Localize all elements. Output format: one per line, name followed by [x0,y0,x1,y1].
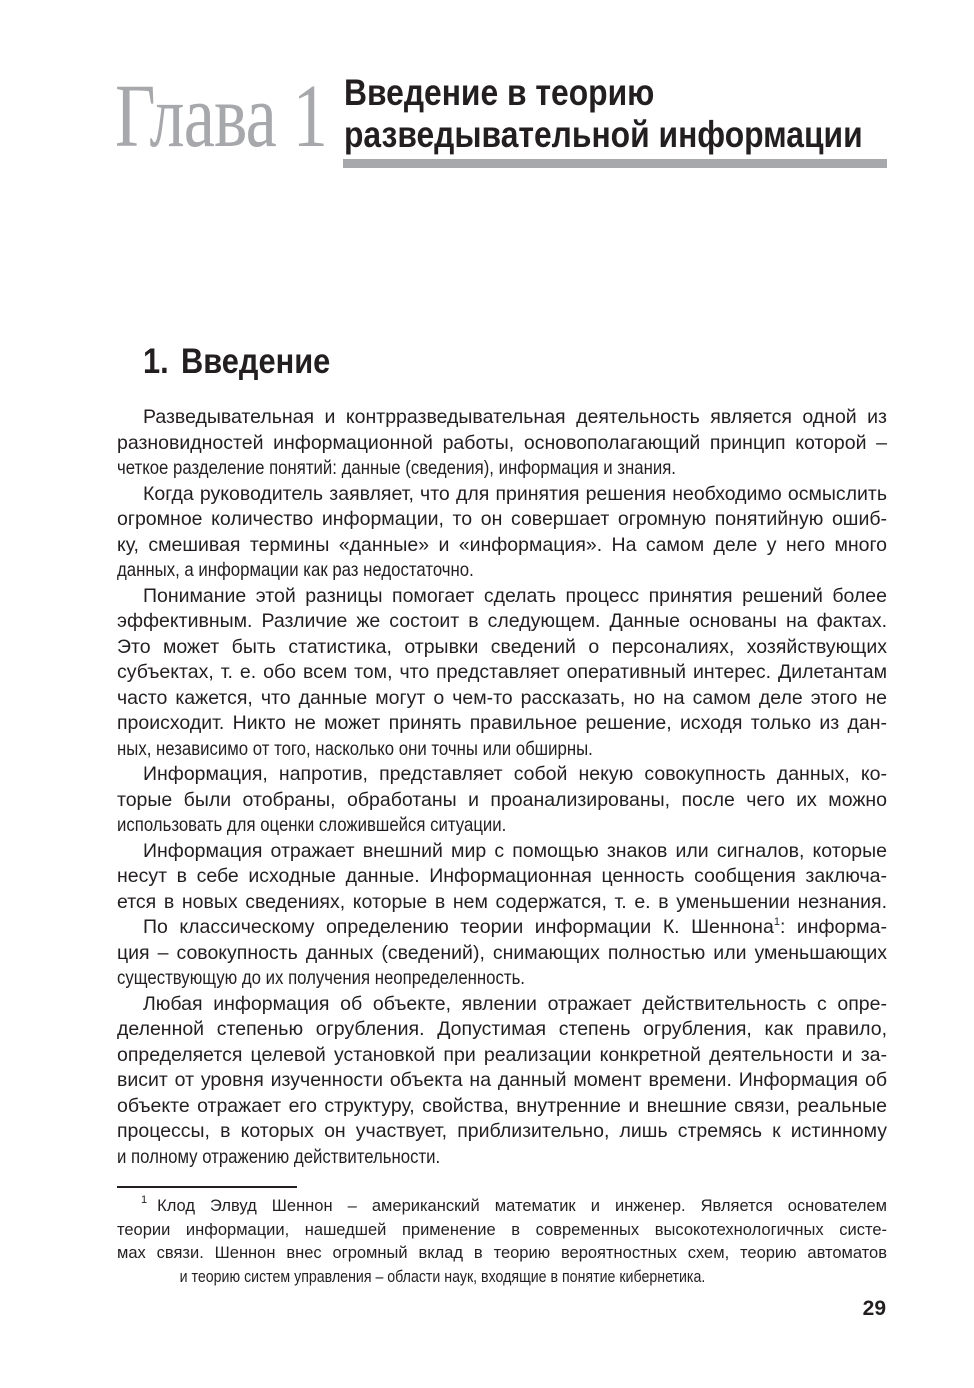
body-line: огромное количество информации, то он совершает огромную понятийную ошиб- [117,508,887,530]
footnote-line: теории информации, нашедшей применение в современных высокотехнологичных систе- [117,1220,887,1239]
chapter-title [344,72,863,156]
body-line: данных, а информации как раз недостаточно. [117,559,474,581]
page-number: 29 [862,1297,886,1320]
body-line: ция – совокупность данных (сведений), снимающих полностью или уменьшающих [117,941,887,964]
section-number: 1. [143,342,169,381]
body-line: несут в себе исходные данные. Информационная ценность сообщения заключа- [117,865,887,887]
body-line: ется в новых сведениях, которые в нем содержатся, т. е. в уменьшении незнания. [117,890,887,913]
body-text [117,405,887,1170]
body-line: объекте отражает его структуру, свойства, внутренние и внешние связи, реальные [117,1094,887,1117]
body-line: торые были отобраны, обработаны и проанализированы, после чего их можно [117,788,887,811]
body-line: ку, смешивая термины «данные» и «информация». На самом деле у него много [117,533,887,556]
body-line: разновидностей информационной работы, основополагающий принцип которой – [117,431,887,454]
section-title: Введение [181,342,331,381]
body-line: Информация, напротив, представляет собой некую совокупность данных, ко- [143,763,887,785]
body-line: Любая информация об объекте, явлении отражает действительность с опре- [143,992,887,1015]
footnote-line: и теорию систем управления – области наук, входящие в понятие кибернетика. [179,1267,706,1286]
footnote-marker: 1 [141,1194,148,1206]
footnote-separator [117,1186,297,1188]
body-line: Когда руководитель заявляет, что для принятия решения необходимо осмыслить [143,482,887,505]
body-line: субъектах, т. е. обо всем том, что представляет оперативный интерес. Дилетантам [117,661,887,683]
body-line: деленной степенью огрубления. Допустимая степень огрубления, как правило, [117,1018,887,1040]
body-line: висит от уровня изученности объекта на данный момент времени. Информация об [117,1069,887,1091]
body-line: ных, независимо от того, насколько они точны или обширны. [117,737,593,760]
body-line: Информация отражает внешний мир с помощью знаков или сигналов, которые [143,839,887,862]
body-line-text: : информа- [779,916,887,938]
body-line: часто кажется, что данные могут о чем-то рассказать, но на самом деле этого не [117,686,887,709]
section-heading [143,340,330,384]
body-line: Это может быть статистика, отрывки сведений о персоналиях, хозяйствующих [117,635,887,658]
footnote-reference[interactable]: 1 [773,916,780,928]
body-line: определяется целевой установкой при реализации конкретной деятельности и за- [117,1043,887,1066]
footnote-text: Клод Элвуд Шеннон – американский математик и инженер. Является основателем [157,1197,887,1215]
body-line: и полному отражению действительности. [117,1145,441,1168]
body-line: Понимание этой разницы помогает сделать процесс принятия решений более [143,584,887,607]
footnotes [117,1195,887,1289]
body-line: четкое разделение понятий: данные (сведения), информация и знания. [117,457,676,479]
body-line: Разведывательная и контрразведывательная деятельность является одной из [143,406,887,428]
body-line: происходит. Никто не может принять правильное решение, исходя только из дан- [117,712,887,734]
body-line: эффективным. Различие же состоит в следующем. Данные основаны на фактах. [117,610,887,632]
chapter-title-rule [343,159,887,168]
body-line: существующую до их получения неопределенность. [117,967,525,989]
footnote-line: мах связи. Шеннон внес огромный вклад в теорию вероятностных схем, теорию автоматов [117,1244,887,1262]
chapter-label: Глава 1 [115,67,328,166]
chapter-title-line-1: Введение в теорию [344,72,655,113]
body-line: использовать для оценки сложившейся ситуации. [117,814,507,836]
body-line [117,915,887,941]
body-line: процессы, в которых он участвует, приблизительно, лишь стремясь к истинному [117,1120,887,1142]
chapter-title-line-2: разведывательной информации [344,114,863,155]
body-line-text: По классическому определению теории информации К. Шеннона [143,916,774,938]
footnote-line [117,1195,887,1219]
